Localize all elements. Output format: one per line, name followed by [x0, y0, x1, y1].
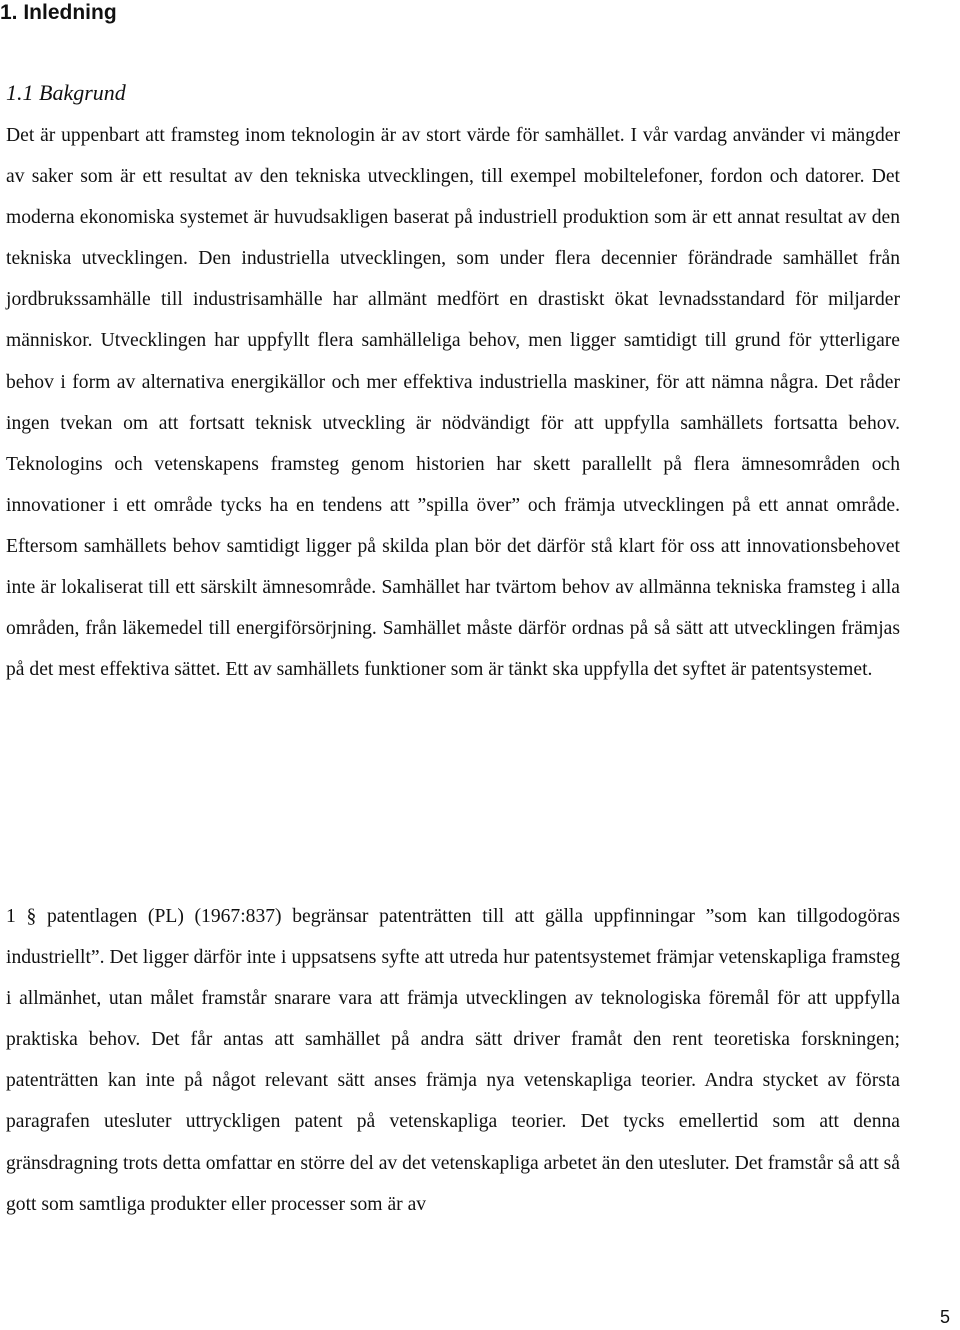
chapter-heading: 1. Inledning: [0, 1, 117, 24]
page-number: 5: [939, 1307, 950, 1327]
body-paragraph: 1 § patentlagen (PL) (1967:837) begränsar patenträtten till att gälla uppfinningar ”som kan tillgodogöras industriellt”. Det ligger därför inte i uppsatsens syfte att utreda hur patentsystemet främjar vetenskapliga framsteg i allmänhet, utan målet framstår snarare vara att främja utvecklingen av teknologiska föremål för att uppfylla praktiska behov. Det får antas att samhället på andra sätt driver framåt den rent teoretiska forskningen; patenträtten kan inte på något relevant sätt anses främja nya vetenskapliga teorier. Andra stycket av första paragrafen utesluter uttryckligen patent på vetenskapliga teorier. Det tycks emellertid som att denna gränsdragning trots detta omfattar en större del av det vetenskapliga arbetet än den utesluter. Det framstår så att så gott som samtliga produkter eller processer som är av: [6, 906, 900, 1215]
body-paragraph: Det är uppenbart att framsteg inom teknologin är av stort värde för samhället. I vår vardag använder vi mängder av saker som är ett resultat av den tekniska utvecklingen, till exempel mobiltelefoner, fordon och datorer. Det moderna ekonomiska systemet är huvudsakligen baserat på industriell produktion som är ett annat resultat av den tekniska utvecklingen. Den industriella utvecklingen, som under flera decennier förändrade samhället från jordbrukssamhälle till industrisamhälle har allmänt medfört en drastiskt ökat levnadsstandard för miljarder människor. Utvecklingen har uppfyllt flera samhälleliga behov, men ligger samtidigt till grund för ytterligare behov i form av alternativa energikällor och mer effektiva industriella maskiner, för att nämna några. Det råder ingen tvekan om att fortsatt teknisk utveckling är nödvändigt för att uppfylla samhällets fortsatta behov. Teknologins och vetenskapens framsteg genom historien har skett parallellt på flera ämnesområden och innovationer i ett område tycks ha en tendens att ”spilla över” och främja utvecklingen på ett annat område. Eftersom samhällets behov samtidigt ligger på skilda plan bör det därför stå klart för oss att innovationsbehovet inte är lokaliserat till ett särskilt ämnesområde. Samhället har tvärtom behov av allmänna tekniska framsteg i alla områden, från läkemedel till energiförsörjning. Samhället måste därför ordnas på så sätt att utvecklingen främjas på det mest effektiva sättet. Ett av samhällets funktioner som är tänkt ska uppfylla det syftet är patentsystemet.: [6, 125, 900, 681]
section-heading: 1.1 Bakgrund: [6, 80, 126, 105]
